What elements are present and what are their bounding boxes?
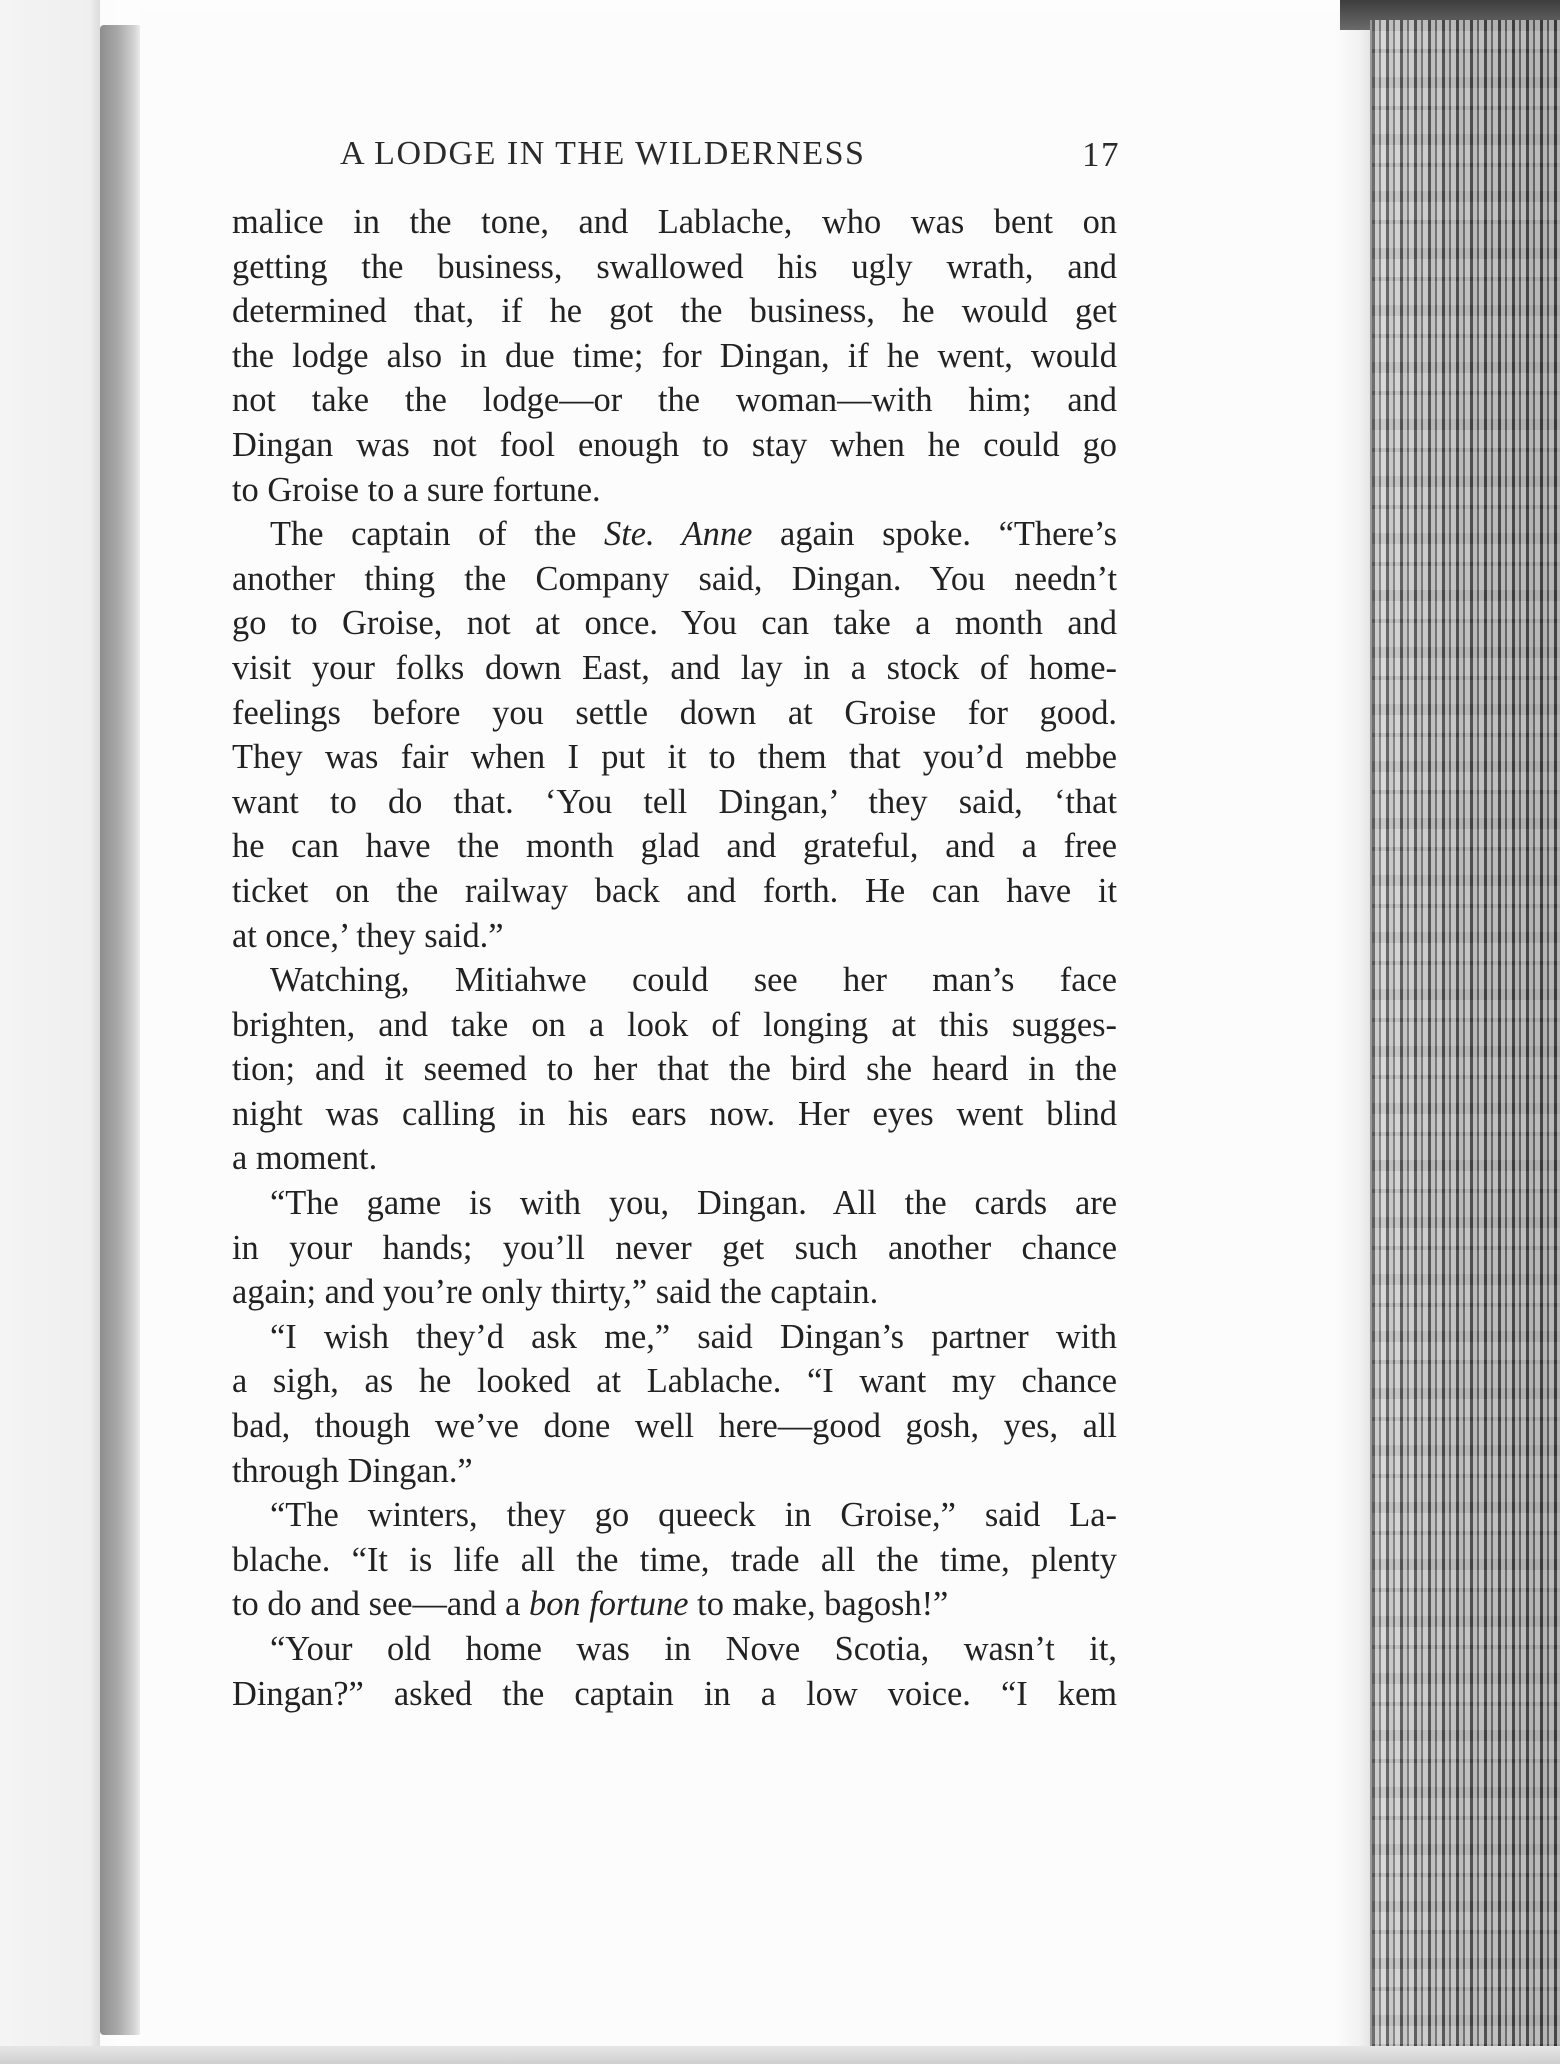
paragraph (232, 1493, 1117, 1627)
page-number: 17 (1082, 135, 1120, 174)
text-line: Dingan was not fool enough to stay when he could go (232, 425, 1117, 464)
text-line: blache. “It is life all the time, trade all the time, plenty (232, 1540, 1117, 1579)
text-line: visit your folks down East, and lay in a stock of home- (232, 648, 1117, 687)
paragraph (232, 1627, 1117, 1716)
text-line: “Your old home was in Nove Scotia, wasn’t it, (270, 1630, 1117, 1668)
text-line: the lodge also in due time; for Dingan, if he went, would (232, 336, 1117, 375)
text-line: The captain of the Ste. Anne again spoke. “There’s (270, 515, 1117, 554)
text-line: a moment. (232, 1139, 378, 1178)
text-line: another thing the Company said, Dingan. You needn’t (232, 559, 1117, 598)
text-line: “The winters, they go queeck in Groise,” said La- (270, 1496, 1117, 1535)
text-line: malice in the tone, and Lablache, who was bent on (232, 203, 1117, 241)
running-title: A LODGE IN THE WILDERNESS (340, 135, 866, 172)
page-fold-shadow (1335, 10, 1375, 2050)
paragraph (232, 1315, 1117, 1493)
text-line: night was calling in his ears now. Her eyes went blind (232, 1094, 1117, 1133)
text-line: through Dingan.” (232, 1451, 473, 1490)
text-line: feelings before you settle down at Groise for good. (232, 693, 1117, 732)
text-line: getting the business, swallowed his ugly wrath, and (232, 247, 1117, 286)
text-line: want to do that. ‘You tell Dingan,’ they said, ‘that (232, 782, 1117, 821)
text-line: in your hands; you’ll never get such another chance (232, 1228, 1117, 1267)
text-line: Dingan?” asked the captain in a low voice. “I kem (232, 1674, 1117, 1713)
previous-page-edge (0, 0, 100, 2064)
paragraph (232, 512, 1117, 958)
scan-bottom-edge (0, 2046, 1560, 2064)
body-text (232, 200, 1117, 1716)
text-line: to do and see—and a bon fortune to make, bagosh!” (232, 1585, 949, 1624)
text-line: he can have the month glad and grateful, and a free (232, 827, 1117, 866)
text-line: tion; and it seemed to her that the bird she heard in the (232, 1050, 1117, 1089)
text-line: “The game is with you, Dingan. All the cards are (270, 1184, 1117, 1223)
gutter-shadow (100, 25, 142, 2035)
text-line: They was fair when I put it to them that you’d mebbe (232, 738, 1117, 777)
text-line: not take the lodge—or the woman—with him; and (232, 381, 1117, 420)
text-line: to Groise to a sure fortune. (232, 470, 601, 509)
text-line: bad, though we’ve done well here—good gosh, yes, all (232, 1407, 1117, 1446)
text-line: at once,’ they said.” (232, 916, 504, 955)
text-line: go to Groise, not at once. You can take a month and (232, 604, 1117, 643)
text-line: ticket on the railway back and forth. He can have it (232, 871, 1117, 910)
text-line: “I wish they’d ask me,” said Dingan’s partner with (270, 1317, 1117, 1356)
paragraph (232, 200, 1117, 512)
paragraph (232, 1181, 1117, 1315)
book-fore-edge (1370, 20, 1560, 2050)
paragraph (232, 958, 1117, 1181)
text-line: Watching, Mitiahwe could see her man’s face (270, 961, 1117, 1000)
text-line: brighten, and take on a look of longing at this sugges- (232, 1005, 1117, 1044)
text-line: again; and you’re only thirty,” said the captain. (232, 1273, 879, 1312)
text-line: determined that, if he got the business, he would get (232, 292, 1117, 331)
running-head (340, 135, 1120, 181)
text-line: a sigh, as he looked at Lablache. “I want my chance (232, 1362, 1117, 1401)
